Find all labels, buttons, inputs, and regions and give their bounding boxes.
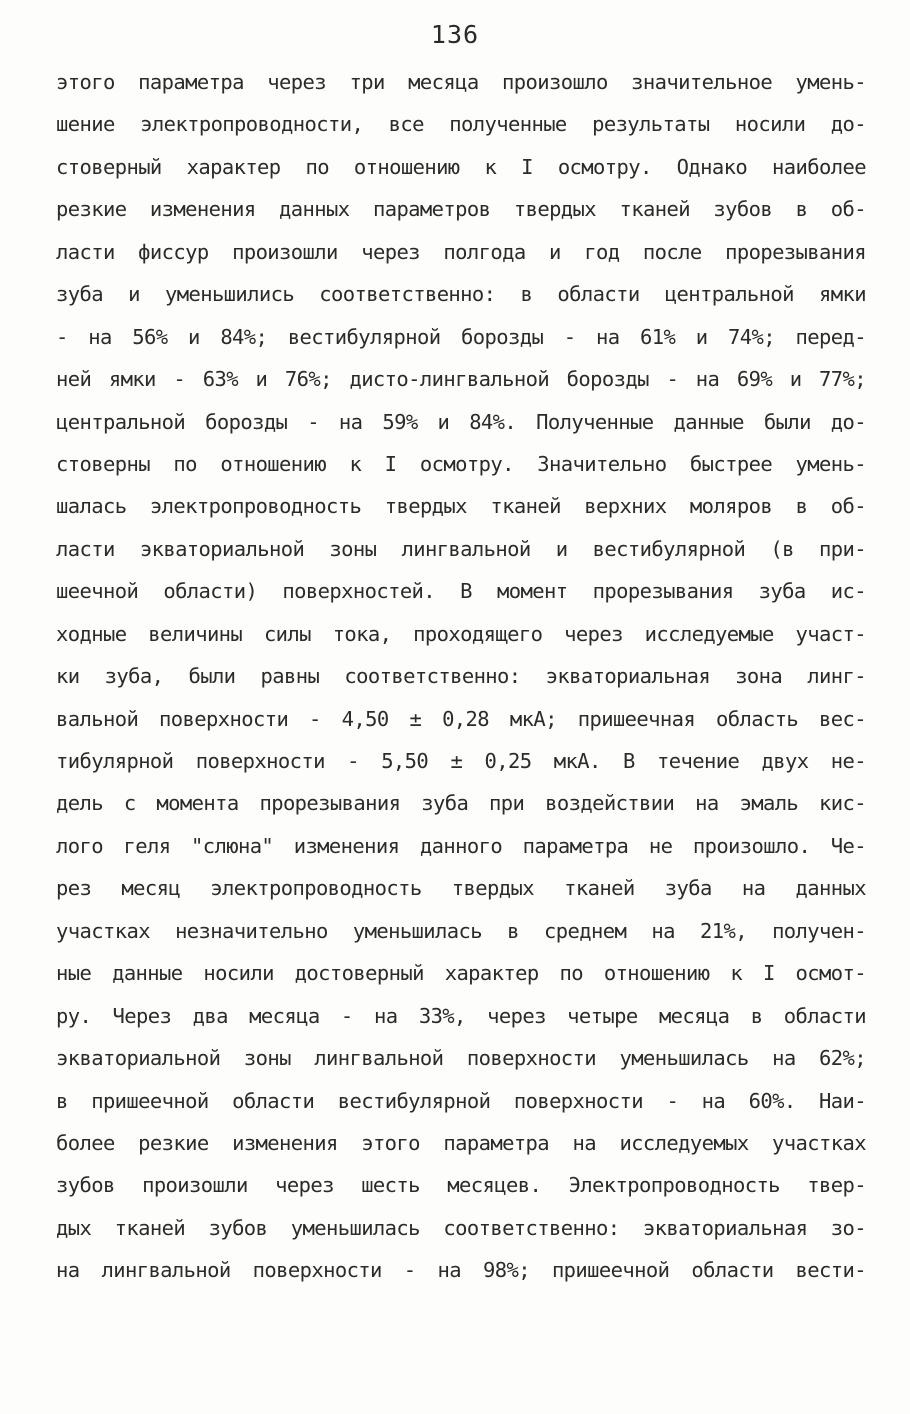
text-line: экваториальной зоны лингвальной поверхности уменьшилась на 62%;: [56, 1046, 866, 1071]
text-line: шение электропроводности, все полученные результаты носили до-: [56, 112, 866, 137]
text-line: центральной борозды - на 59% и 84%. Полученные данные были до-: [56, 409, 866, 434]
text-line: зуба и уменьшились соответственно: в области центральной ямки: [56, 282, 866, 307]
text-line: ки зуба, были равны соответственно: экваториальная зона линг-: [56, 664, 866, 689]
text-line: зубов произошли через шесть месяцев. Электропроводность твер-: [56, 1173, 866, 1198]
text-line: в пришеечной области вестибулярной поверхности - на 60%. Наи-: [56, 1088, 866, 1113]
text-line: стоверны по отношению к I осмотру. Значительно быстрее умень-: [56, 451, 866, 476]
text-line: ласти экваториальной зоны лингвальной и вестибулярной (в при-: [56, 536, 866, 561]
text-line: этого параметра через три месяца произошло значительное умень-: [56, 70, 866, 94]
text-line: лого геля "слюна" изменения данного параметра не произошло. Че-: [56, 833, 866, 858]
text-line: шеечной области) поверхностей. В момент прорезывания зуба ис-: [56, 579, 866, 604]
text-line: резкие изменения данных параметров твердых тканей зубов в об-: [56, 197, 866, 222]
text-line: шалась электропроводность твердых тканей верхних моляров в об-: [56, 494, 866, 519]
text-line: более резкие изменения этого параметра на исследуемых участках: [56, 1130, 866, 1155]
page-number: 136: [430, 20, 480, 49]
text-line: ные данные носили достоверный характер по отношению к I осмот-: [56, 961, 866, 986]
text-line: дых тканей зубов уменьшилась соответственно: экваториальная зо-: [56, 1215, 866, 1240]
text-line: ру. Через два месяца - на 33%, через четыре месяца в области: [56, 1003, 866, 1028]
text-line: стоверный характер по отношению к I осмотру. Однако наиболее: [56, 154, 866, 179]
text-line: вальной поверхности - 4,50 ± 0,28 мкА; пришеечная область вес-: [56, 706, 866, 731]
text-line: на лингвальной поверхности - на 98%; пришеечной области вести-: [56, 1258, 866, 1283]
text-line: участках незначительно уменьшилась в среднем на 21%, получен-: [56, 918, 866, 943]
text-line: рез месяц электропроводность твердых тканей зуба на данных: [56, 876, 866, 901]
text-line: тибулярной поверхности - 5,50 ± 0,25 мкА. В течение двух не-: [56, 749, 866, 773]
body-text: [56, 61, 866, 1292]
text-line: ней ямки - 63% и 76%; дисто-лингвальной борозды - на 69% и 77%;: [56, 367, 866, 392]
text-line: дель с момента прорезывания зуба при воздействии на эмаль кис-: [56, 791, 866, 816]
text-line: ходные величины силы тока, проходящего через исследуемые участ-: [56, 621, 866, 646]
text-line: - на 56% и 84%; вестибулярной борозды - на 61% и 74%; перед-: [56, 324, 866, 349]
text-line: ласти фиссур произошли через полгода и год после прорезывания: [56, 239, 866, 264]
